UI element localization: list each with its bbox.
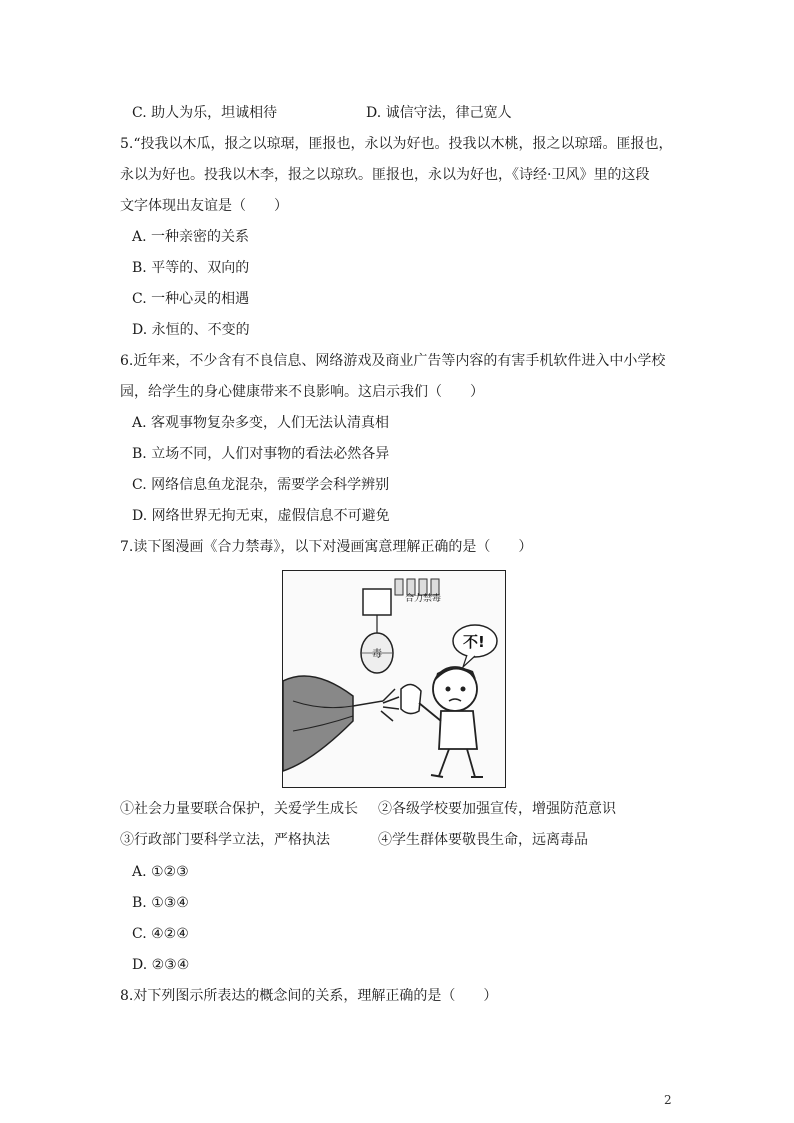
q4-option-d: D. 诚信守法，律己宽人	[366, 105, 512, 121]
q5-option-d: D. 永恒的、不变的	[132, 322, 250, 338]
q7-cartoon-image	[282, 570, 506, 788]
q7-option-d: D. ②③④	[132, 957, 190, 973]
page-number: 2	[664, 1093, 672, 1107]
q7-option-a: A. ①②③	[132, 864, 189, 880]
q6-stem-line1: 6.近年来，不少含有不良信息、网络游戏及商业广告等内容的有害手机软件进入中小学校	[120, 353, 666, 369]
q4-option-c: C. 助人为乐，坦诚相待	[132, 105, 278, 121]
q7-option-c: C. ④②④	[132, 926, 189, 942]
cartoon-boy-body	[439, 711, 477, 749]
cartoon-lantern-text: 毒	[372, 649, 382, 660]
cartoon-bubble-text: 不!	[463, 633, 485, 651]
q6-stem-line2: 园，给学生的身心健康带来不良影响。这启示我们（ ）	[120, 384, 484, 400]
q6-option-d: D. 网络世界无拘无束，虚假信息不可避免	[132, 508, 390, 524]
q7-statement-1: ①社会力量要联合保护，关爱学生成长	[120, 801, 358, 817]
q5-stem-line1: 5.“投我以木瓜，报之以琼琚，匪报也，永以为好也。投我以木桃，报之以琼瑶。匪报也，	[120, 136, 673, 152]
q5-stem-line2: 永以为好也。投我以木李，报之以琼玖。匪报也，永以为好也，《诗经·卫风》里的这段	[120, 167, 650, 183]
q5-stem-line3: 文字体现出友谊是（ ）	[120, 198, 288, 214]
cartoon-dark-cloak	[283, 676, 353, 771]
cartoon-hands	[395, 579, 439, 595]
q7-statement-3: ③行政部门要科学立法，严格执法	[120, 832, 330, 848]
cartoon-sign-text: 合力禁毒	[405, 594, 442, 604]
q7-stem: 7.读下图漫画《合力禁毒》，以下对漫画寓意理解正确的是（ ）	[120, 539, 533, 555]
q6-option-b: B. 立场不同，人们对事物的看法必然各异	[132, 446, 390, 462]
q8-stem: 8.对下列图示所表达的概念间的关系，理解正确的是（ ）	[120, 988, 498, 1004]
q7-statement-4: ④学生群体要敬畏生命，远离毒品	[378, 832, 588, 848]
q6-option-c: C. 网络信息鱼龙混杂，需要学会科学辨别	[132, 477, 390, 493]
q7-option-b: B. ①③④	[132, 895, 189, 911]
cartoon-pushing-hand	[401, 684, 421, 713]
cartoon-banner	[363, 589, 391, 615]
cartoon-skeleton-hand	[353, 689, 399, 721]
q5-option-c: C. 一种心灵的相遇	[132, 291, 250, 307]
cartoon-drawing	[283, 571, 505, 787]
q5-option-b: B. 平等的、双向的	[132, 260, 250, 276]
q5-option-a: A. 一种亲密的关系	[132, 229, 250, 245]
q6-option-a: A. 客观事物复杂多变，人们无法认清真相	[132, 415, 390, 431]
q7-statement-2: ②各级学校要加强宣传，增强防范意识	[378, 801, 616, 817]
